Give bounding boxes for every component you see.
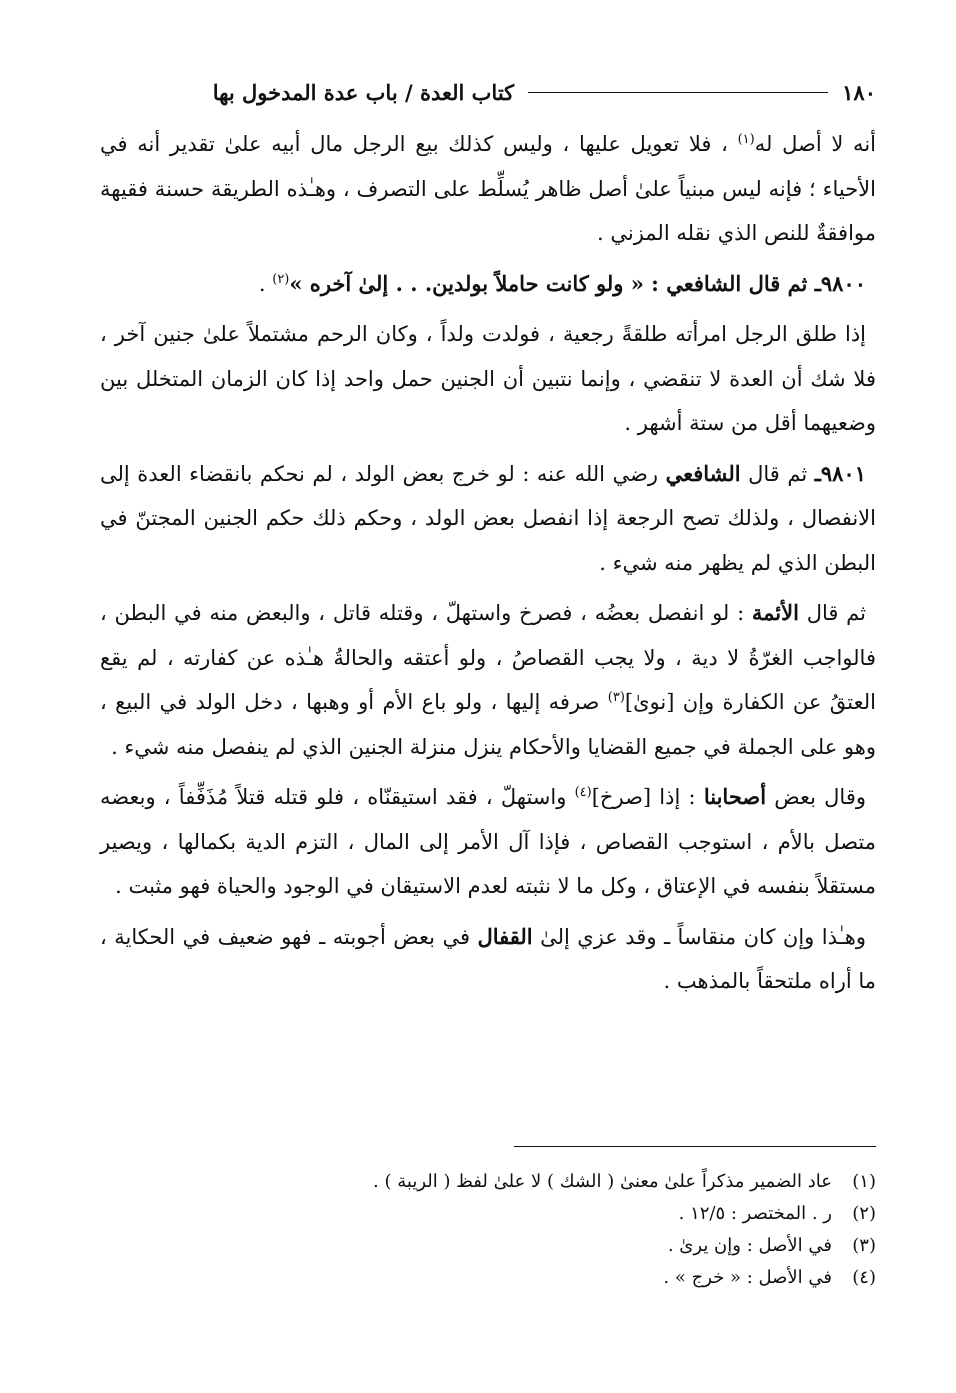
- paragraph-6: [100, 775, 876, 909]
- paragraph-text: : إذا [صرخ]: [591, 785, 704, 809]
- paragraph-text: : لو انفصل بعضُه ، فصرخ واستهلّ ، وقتله قاتل ، والبعض منه في البطن ، فالواجب الغرّةُ لا دية ، ولا يجب القصاصُ ، ولو أعتقه والحالةُ هـٰذه عن كفارته ، لم يقع العتقُ عن الكفارة وإن [نوىٰ]: [100, 601, 876, 714]
- footnotes: [300, 1166, 876, 1294]
- paragraph-text: وهـٰذا وإن كان منقاساً ـ وقد عزي إلىٰ: [532, 924, 866, 949]
- footnote-number: (٤): [852, 1267, 876, 1288]
- bold-name: الشافعي: [665, 460, 741, 486]
- paragraph-1: [100, 122, 876, 256]
- paragraph-text: أنه لا أصل له: [754, 132, 876, 156]
- footnote-number: (٣): [852, 1235, 876, 1256]
- paragraph-text: ثم قال: [740, 461, 815, 486]
- footnote-number: (٢): [852, 1203, 876, 1224]
- page-header: [100, 72, 876, 112]
- footnote-ref-1[interactable]: (١): [737, 132, 755, 147]
- running-title: كتاب العدة / باب عدة المدخول بها: [212, 79, 515, 105]
- header-rule: [528, 92, 828, 93]
- paragraph-3: [100, 312, 876, 446]
- bold-name: الأئمة: [751, 600, 799, 625]
- bold-name: أصحابنا: [703, 784, 767, 809]
- paragraph-text: ، فلا تعويل عليها ، وليس كذلك بيع الرجل مال أبيه علىٰ تقدير أنه في الأحياء ؛ فإنه ليس مبنياً علىٰ أصل ظاهر يُسلِّط على التصرف ، وهـٰذه الطريقة حسنة فقيهة موافقةٌ للنص الذي نقله المزني .: [100, 132, 876, 245]
- bold-name: القفال: [477, 923, 533, 949]
- paragraph-9801: [100, 452, 876, 586]
- footnote-ref-3[interactable]: (٣): [607, 690, 625, 705]
- paragraph-5: [100, 591, 876, 769]
- page-number: ١٨٠: [842, 79, 876, 105]
- footnote-3: [300, 1230, 876, 1262]
- section-number-9801: ٩٨٠١ـ: [814, 460, 866, 486]
- paragraph-text: إذا طلق الرجل امرأته طلقةً رجعية ، فولدت ولداً ، وكان الرحم مشتملاً علىٰ جنين آخر ، فلا شك أن العدة لا تنقضي ، وإنما نتبين أن الجنين حمل واحد إذا كان الزمان المتخلل بين وضعيهما أقل من ستة أشهر .: [100, 322, 876, 435]
- footnote-text: في الأصل : « خرج » .: [663, 1267, 832, 1288]
- footnote-ref-2[interactable]: (٢): [272, 271, 290, 287]
- footnote-text: عاد الضمير مذكراً علىٰ معنىٰ ( الشك ) لا علىٰ لفظ ( الريبة ) .: [373, 1171, 832, 1192]
- paragraph-9800: [100, 262, 876, 307]
- footnote-separator: [514, 1146, 876, 1147]
- footnote-number: (١): [852, 1171, 876, 1192]
- footnote-2: [300, 1198, 876, 1230]
- paragraph-text: وقال بعض: [766, 785, 867, 809]
- paragraph-text: في بعض أجوبته ـ فهو ضعيف في الحكاية ، ما أراه ملتحقاً بالمذهب .: [100, 924, 876, 993]
- paragraph-text: صرفه إليها ، ولو باع الأم أو وهبها ، دخل الولد في البيع ، وهو على الجملة في جميع القضايا والأحكام ينزل منزلة الجنين الذي لم ينفصل منه شيء .: [100, 690, 876, 759]
- paragraph-text: .: [258, 271, 273, 296]
- paragraph-text: ثم قال: [798, 601, 866, 625]
- footnote-1: [300, 1166, 876, 1198]
- footnote-ref-4[interactable]: (٤): [574, 785, 592, 800]
- paragraph-7: [100, 915, 876, 1004]
- paragraph-text: واستهلّ ، فقد استيقنّاه ، فلو قتله قتلاً مُذَفِّفاً ، وبعضه متصل بالأم ، استوجب القصاص ، فإذا آل الأمر إلى المال ، التزم الدية بكمالها ، ويصير مستقلاً بنفسه في الإعتاق ، وكل ما لا نثبته لعدم الاستيقان في الوجود والحياة فهو مثبت .: [100, 785, 876, 898]
- footnote-4: [300, 1262, 876, 1294]
- section-heading-9800: ٩٨٠٠ـ ثم قال الشافعي : « ولو كانت حاملاً بولدين. . . إلىٰ آخره »: [289, 270, 866, 296]
- footnote-text: في الأصل : وإن يرىٰ .: [667, 1235, 832, 1256]
- main-text: [100, 122, 876, 1010]
- paragraph-text: رضي الله عنه : لو خرج بعض الولد ، لم نحكم بانقضاء العدة إلى الانفصال ، ولذلك تصح الرجعة إذا انفصل بعض الولد ، وحكم ذلك حكم الجنين المجتنّ في البطن الذي لم يظهر منه شيء .: [100, 461, 876, 575]
- footnote-text: ر . المختصر : ١٢/٥ .: [678, 1203, 832, 1224]
